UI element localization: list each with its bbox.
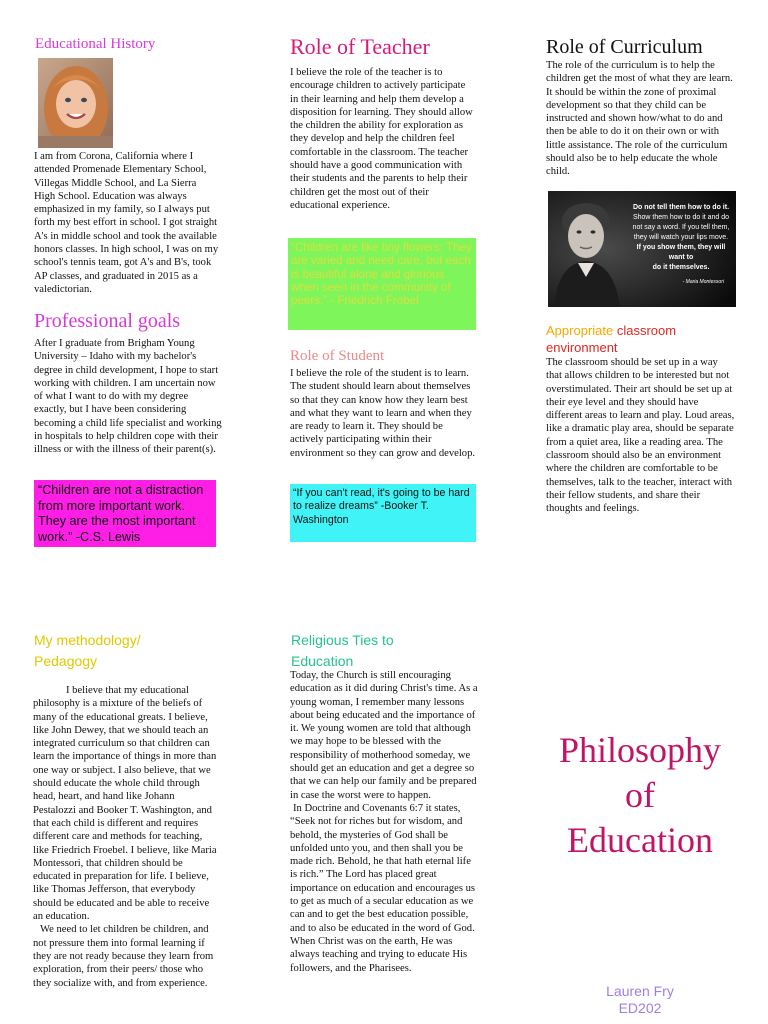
- role-of-student-heading: Role of Student: [290, 348, 385, 364]
- course-code: ED202: [618, 1000, 662, 1016]
- religious-ties-text-block: [290, 669, 478, 975]
- classroom-heading-part2: classroom environment: [546, 323, 677, 355]
- professional-goals-heading: Professional goals: [34, 310, 181, 332]
- lewis-quote-box: [34, 480, 216, 547]
- professional-goals-text: After I graduate from Brigham Young University – Idaho with my bachelor's degree in child development, I hope to start working with children. I am uncertain now of what I want to do with my degree exactly, but I have been considering becoming a child life specialist and working in hospitals to help children cope with their illness or with the illness of their parent(s).: [34, 338, 222, 456]
- religious-ties-text-2: In Doctrine and Covenants 6:7 it states, “Seek not for riches but for wisdom, and behold, the mysteries of God shall be unfolded unto you, and then shall you be made rich. Behold, he that hath eternal life is rich.” The Lord has placed great importance on education and encourages us to get as much of a secular education as we can and to get the best education possible, and to also be educated in the word of God. When Christ was on the earth, He was always teaching and trying to educate His followers, and the Pharisees.: [290, 802, 476, 974]
- role-of-teacher-text: I believe the role of the teacher is to encourage children to actively participate in their learning and help them develop a disposition for learning. They should allow the children the ability for exploration as they develop and help the children feel comfortable in the classroom. The teacher should have a good communication with their students and the parents to help their children get the most out of their educational experience.: [290, 67, 473, 211]
- frobel-quote: “Children are like tiny flowers: They are varied and need care, but each is beautiful alone and glorious when seen in the community of peers.” - Friedrich Frobel: [291, 241, 472, 308]
- role-of-teacher-heading: Role of Teacher: [290, 34, 430, 59]
- classroom-heading-part1: Appropriate: [546, 323, 614, 338]
- educational-history-heading: Educational History: [35, 36, 156, 52]
- author-block: [560, 983, 720, 1017]
- author-name: Lauren Fry: [606, 983, 674, 999]
- brochure-title: [540, 728, 740, 863]
- montessori-quote-line: they will watch your lips move.: [633, 234, 729, 241]
- montessori-quote-line: Do not tell them how to do it.: [632, 204, 730, 211]
- lewis-quote: “Children are not a distraction from more important work. They are the most important work.” -C.S. Lewis: [38, 483, 204, 544]
- religious-ties-text: Today, the Church is still encouraging education as it did during Christ's time. As a young woman, I remember many lessons about being educated and the importance of it. We young women are told that although we may hope to be blessed with the responsibility of motherhood someday, we should get an education and get a degree so that we can help our family and be prepared in case the worst were to happen.: [290, 670, 478, 801]
- frobel-quote-box: [288, 238, 476, 330]
- role-of-curriculum-heading: Role of Curriculum: [546, 36, 703, 58]
- methodology-text-block: [33, 684, 219, 990]
- role-of-student-text: I believe the role of the student is to learn. The student should learn about themselves so that they can know how they learn best and what they want to learn and when they are ready to learn it. They should be actively participating within their environment so they can grow and develop.: [290, 368, 476, 459]
- montessori-attribution: - Maria Montessori: [682, 279, 724, 285]
- montessori-quote-line: not say a word. If you tell them,: [632, 224, 730, 231]
- title-line: Philosophy: [558, 730, 722, 770]
- role-of-curriculum-text: The role of the curriculum is to help the children get the most of what they are learn. It should be within the zone of proximal development so that they child can be instructed and shown how/what to do and then be able to do it on their own or with little assistance. The role of the curriculum should also be to help educate the whole child.: [546, 60, 733, 178]
- methodology-heading: My methodology/ Pedagogy: [34, 632, 141, 669]
- montessori-quote-line: do it themselves.: [652, 264, 710, 271]
- title-line: of: [625, 775, 655, 815]
- methodology-text: I believe that my educational philosophy is a mixture of the beliefs of many of the educational greats. I believe, like John Dewey, that we should teach an integrated curriculum so that children can learn the importance of things in more than one way or subject. I also believe, that we should educate the whole child through head, heart, and hand like Johann Pestalozzi and Booker T. Washington, and that each child is different and requires different care and methods for teaching, like Friedrich Froebel. I believe, like Maria Montessori, that children should be educated in preparation for life. I believe, like Thomas Jefferson, that everybody should be educated and be able to receive an education.: [33, 685, 217, 923]
- title-line: Education: [567, 820, 713, 860]
- montessori-quote-line: Show them how to do it and do: [632, 214, 730, 221]
- classroom-environment-text: The classroom should be set up in a way that allows children to be interested but not overstimulated. Their art should be set up at their eye level and they should have different areas to learn and play. Loud areas, like a dramatic play area, should be separate from a quiet area, like a reading area. The classroom should also be an environment where the children are comfortable to be themselves, talk to the teacher, interact with their fellow students, and share their thoughts and feelings.: [546, 357, 735, 515]
- washington-quote-box: [290, 484, 476, 542]
- profile-photo: [38, 58, 113, 148]
- methodology-text-2: We need to let children be children, and not pressure them into formal learning if they are not ready because they learn from exploration, from their peers/ those who they socialize with, and from experience.: [33, 924, 214, 989]
- educational-history-text: I am from Corona, California where I attended Promenade Elementary School, Villegas Middle School, and La Sierra High School. Education was always emphasized in my family, so I always put forth my best effort in school. I got straight A's in middle school and took the available honors classes. In high school, I was on my school's tennis team, got A's and B's, took AP classes, and graduated in 2015 as a valedictorian.: [34, 151, 219, 295]
- montessori-quote-text: [628, 203, 734, 287]
- montessori-quote-image: [548, 191, 736, 307]
- washington-quote: “If you can't read, it's going to be hard to realize dreams” -Booker T. Washington: [293, 487, 470, 526]
- classroom-environment-heading: [546, 322, 736, 356]
- montessori-quote-line: If you show them, they will want to: [636, 244, 726, 261]
- religious-ties-heading: Religious Ties to Education: [291, 632, 394, 669]
